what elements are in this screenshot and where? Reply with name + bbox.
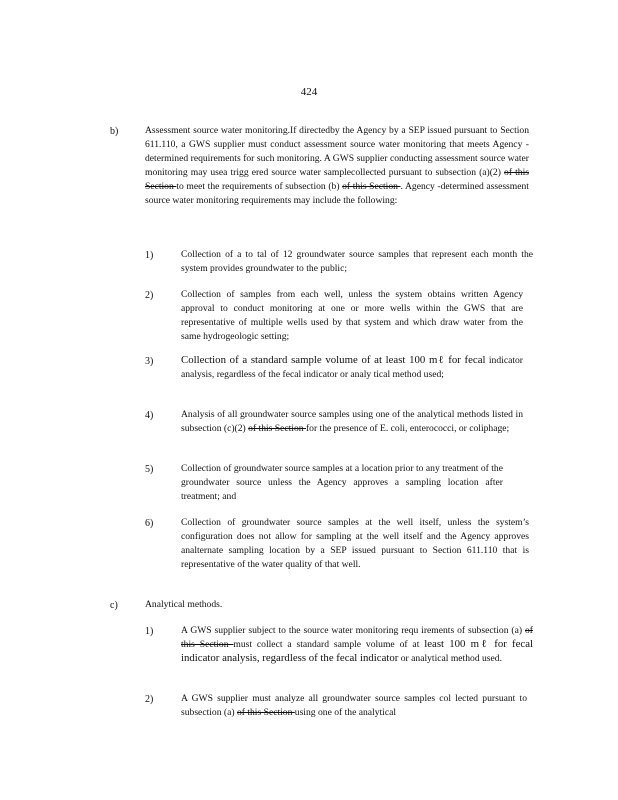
text-segment: Collection of samples from each well, unless the system obtains written Agency approval to conduct monitoring at one or more wells within the GWS that are representative of multiple wells used by that system and which draw water from the same hydrogeologic setting; xyxy=(181,289,523,342)
struck-text: of this Section xyxy=(248,422,306,434)
struck-text: of this Section xyxy=(181,625,533,650)
text-segment: Assessment source water monitoring.If directedby the Agency by a SEP issued pursuant to Section 611.110, a GWS supplier must conduct assessment source water monitoring that meets Agency -determined requirements for such monitoring. A GWS supplier conducting assessment source water monitoring may usea trigg ered source water samplecollected pursuant to subsection (a)(2) xyxy=(145,125,529,178)
item-b5-text xyxy=(181,462,503,504)
text-segment: least 100 mℓ for fecal indicator analysis, regardless of the fecal indicator xyxy=(181,637,533,664)
page-number: 424 xyxy=(300,86,318,98)
text-segment: Analysis of all groundwater source samples using one of the analytical methods listed in subsection (c)(2) xyxy=(181,409,523,434)
item-b2-text xyxy=(181,288,523,344)
text-segment: . Agency -determined assessment source water monitoring requirements may include the following: xyxy=(145,180,529,206)
text-segment: Collection of a to tal of 12 groundwater source samples that represent each month the system provides groundwater to the public; xyxy=(181,249,533,274)
section-c-heading xyxy=(145,598,345,612)
item-b1-label: 1) xyxy=(145,250,154,261)
text-segment: or analytical method used. xyxy=(398,652,502,664)
item-b6-text xyxy=(181,516,529,572)
text-segment: must collect a standard sample volume of at xyxy=(233,638,425,650)
text-segment: using one of the analytical xyxy=(294,706,397,718)
text-segment: Collection of a standard sample volume of at least 100 mℓ for fecal xyxy=(181,354,486,366)
item-c1-text xyxy=(181,624,533,666)
text-segment: Collection of groundwater source samples at the well itself, unless the system’s configuration does not allow for sampling at the well itself and the Agency approves analternate sampling location by a SEP issued pursuant to Section 611.110 that is representative of the water quality of that well. xyxy=(181,517,529,570)
item-c2-text xyxy=(181,692,527,720)
section-b-label: b) xyxy=(110,126,119,137)
item-c2-label: 2) xyxy=(145,694,154,705)
text-segment: to meet the requirements of subsection (b) xyxy=(176,180,343,192)
text-segment: A GWS supplier subject to the source water monitoring requ irements of subsection (a) xyxy=(181,625,525,636)
struck-text: of this Section xyxy=(236,706,295,718)
section-c-label: c) xyxy=(110,600,118,611)
item-b3-label: 3) xyxy=(145,356,154,367)
item-b6-label: 6) xyxy=(145,518,154,529)
text-segment: A GWS supplier must analyze all groundwater source samples col lected pursuant to subsection (a) xyxy=(181,693,527,718)
item-b4-text xyxy=(181,408,523,436)
item-c1-label: 1) xyxy=(145,626,154,637)
struck-text: of this Section xyxy=(145,166,529,192)
item-b3-text xyxy=(181,354,523,382)
item-b2-label: 2) xyxy=(145,290,154,301)
text-segment: indicator analysis, regardless of the fecal indicator or analy tical method used; xyxy=(181,355,523,380)
text-segment: Analytical methods. xyxy=(145,599,223,610)
text-segment: Collection of groundwater source samples at a location prior to any treatment of the groundwater source unless the Agency approves a sampling location after treatment; and xyxy=(181,463,503,502)
section-b-paragraph xyxy=(145,124,529,207)
item-b4-label: 4) xyxy=(145,410,154,421)
item-b5-label: 5) xyxy=(145,464,154,475)
item-b1-text xyxy=(181,248,533,276)
struck-text: of this Section xyxy=(342,180,401,192)
text-segment: for the presence of E. coli, enterococci, or coliphage; xyxy=(305,422,510,434)
